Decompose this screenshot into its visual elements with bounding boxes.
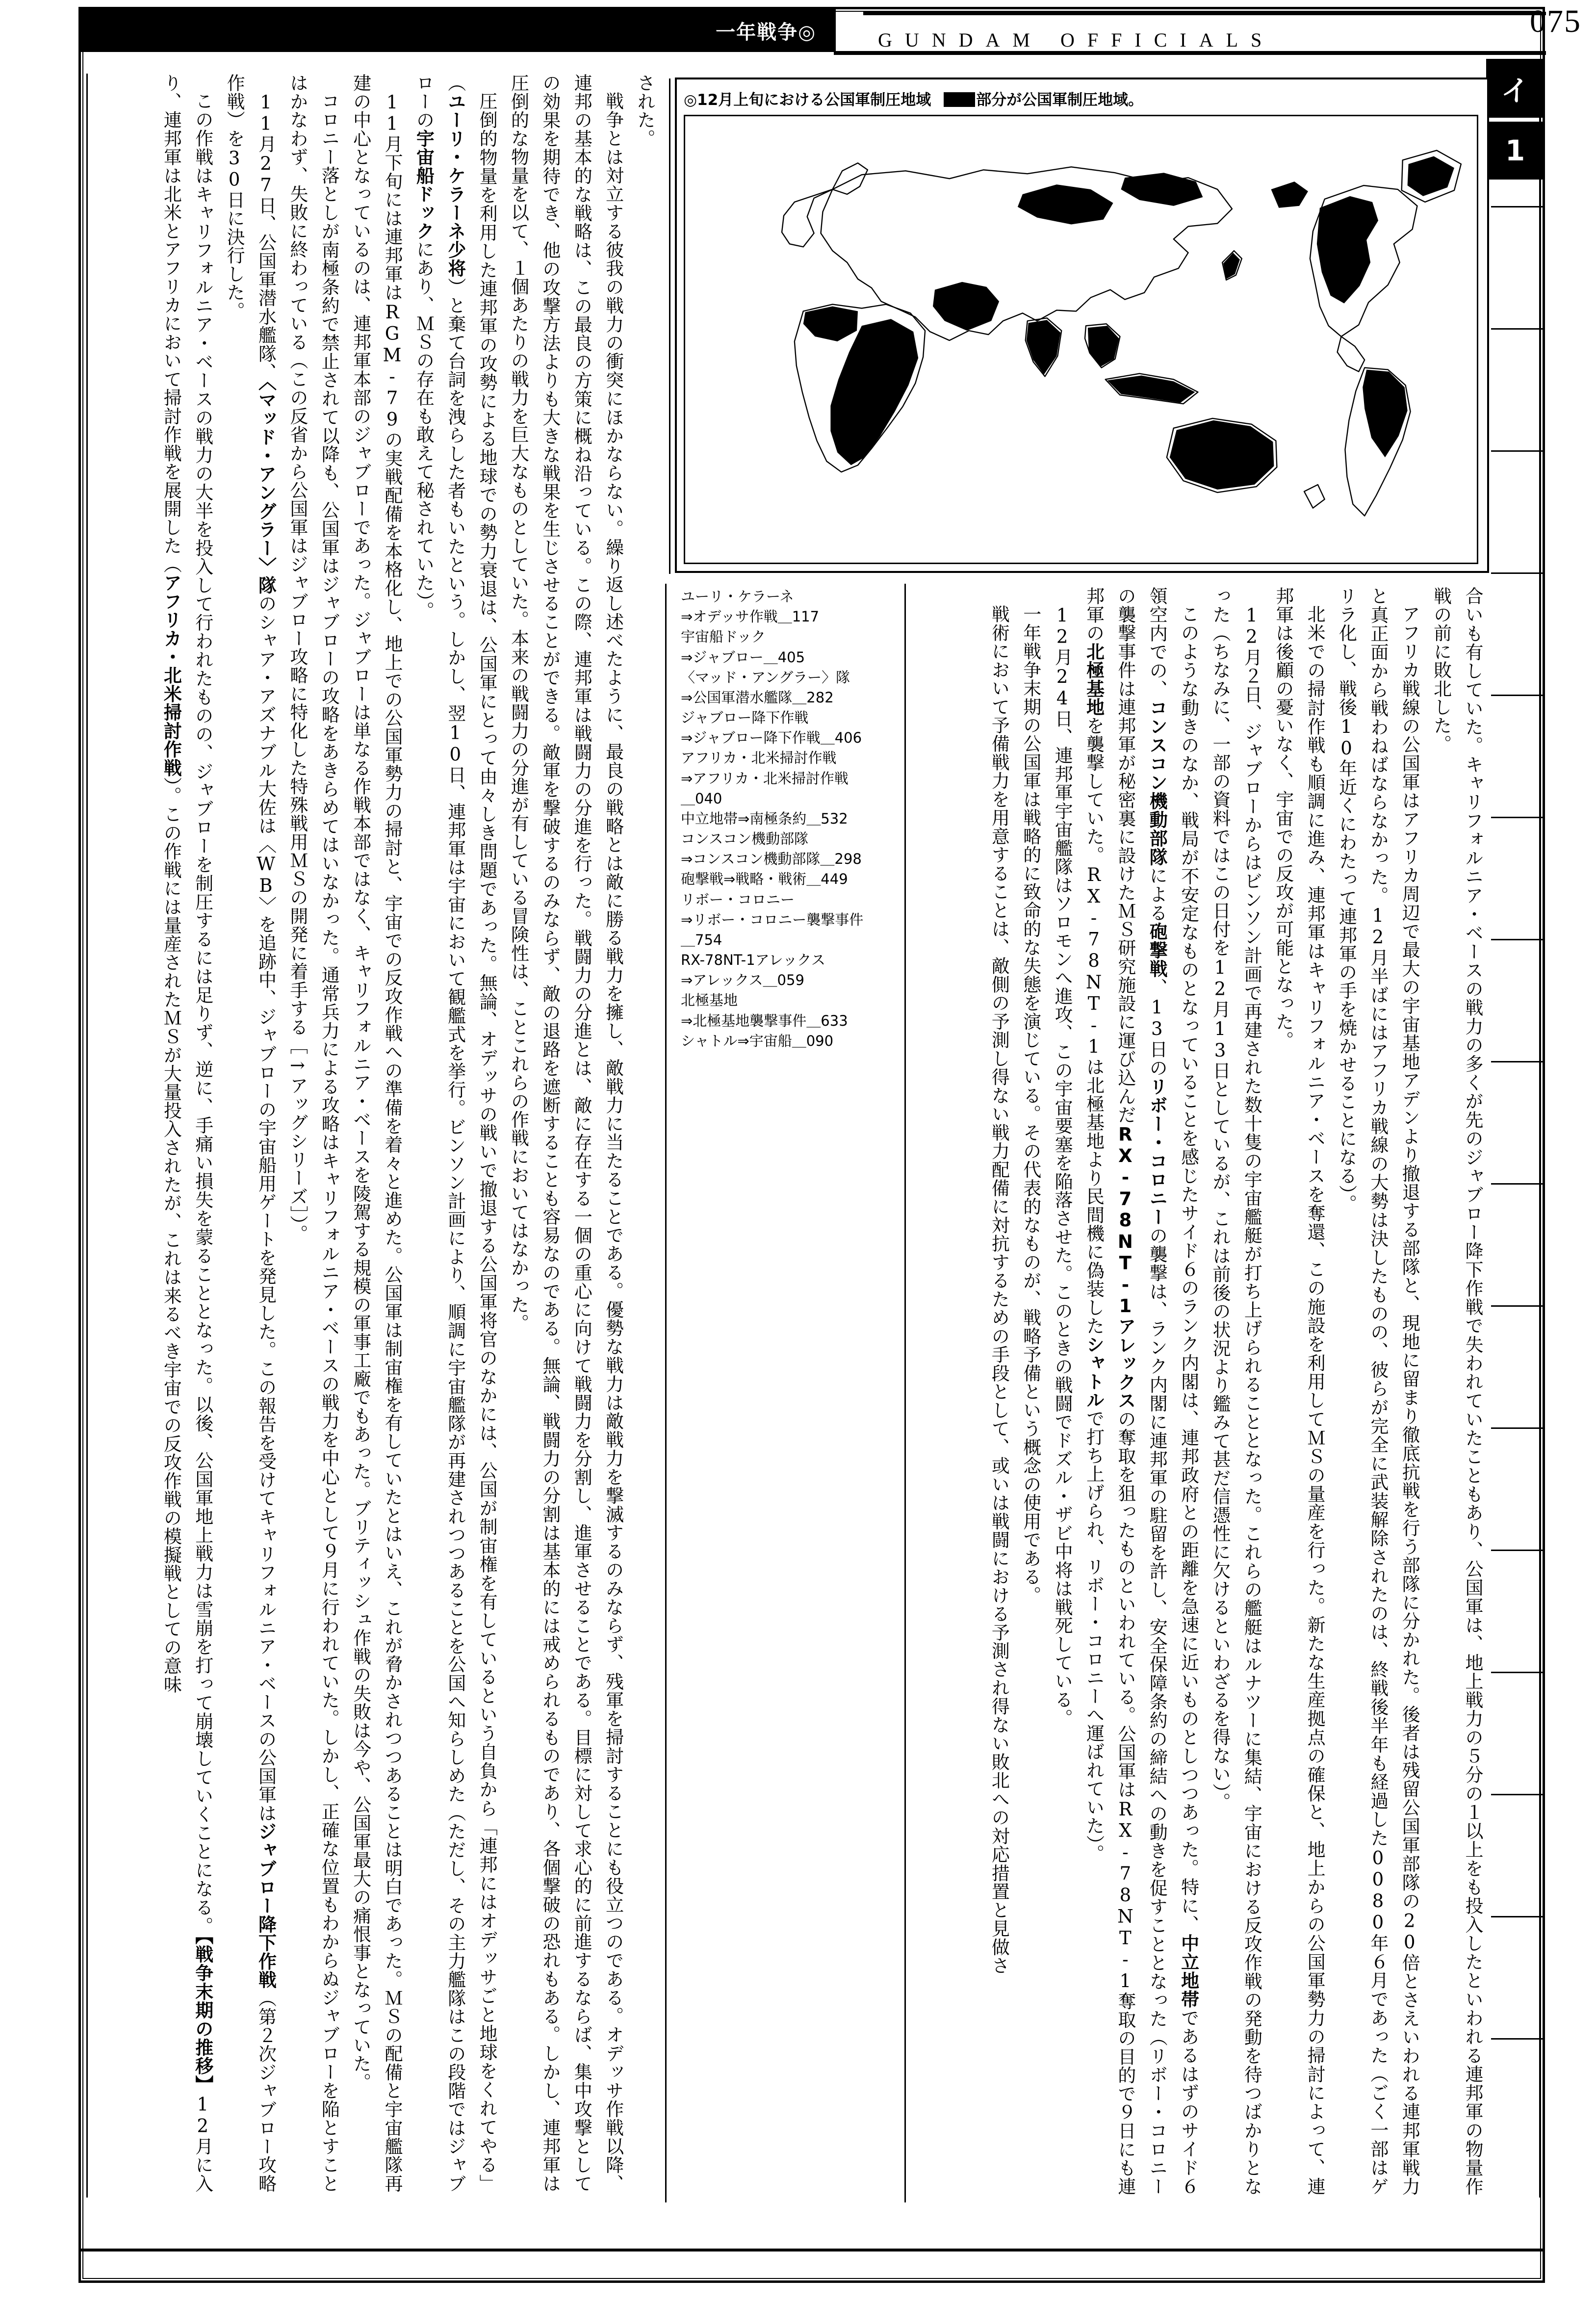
body-text-right-column bbox=[924, 587, 1488, 2196]
emphasised-term: 砲撃戦 bbox=[1146, 922, 1168, 979]
index-entry[interactable]: シャトル⇒宇宙船＿090 bbox=[681, 1032, 834, 1049]
emphasised-term: 宇宙船ドック bbox=[413, 129, 435, 240]
body-text-run: の奪取を狙ったものといわれている。公国軍はRX-78NT-1奪取の目的で９日にも連邦軍の bbox=[1083, 587, 1136, 2196]
emphasised-term: RX-78NT-1アレックス bbox=[1114, 1124, 1136, 1410]
body-paragraph: 戦術において予備戦力を用意することは、敵側の予測し得ない戦力配備に対抗するための手段として、或いは戦闘における予測され得ない敗北への対応措置と見做さ bbox=[988, 605, 1010, 1975]
body-text-run: 12月に入り、連邦軍は北米とアフリカにおいて掃討作戦を展開した（ bbox=[160, 74, 213, 2193]
page-number: 075 bbox=[1530, 3, 1581, 39]
map-legend-note: 部分が公国軍制圧地域。 bbox=[976, 91, 1144, 109]
index-entry[interactable]: ユーリ・ケラーネ bbox=[681, 588, 794, 605]
emphasised-term: 北極基地 bbox=[1083, 642, 1105, 717]
emphasised-term: ジャブロー降下作戦 bbox=[255, 1822, 277, 1989]
index-column-left-rule bbox=[665, 584, 667, 2202]
body-text-run: 、13日の bbox=[1146, 978, 1168, 1077]
body-paragraph: コロニー落としが南極条約で禁止されて以降も、公国軍はジャブローの攻略をあきらめてはいなかった。通常兵力による攻略はキャリフォルニア・ベースの戦力を中心として９月に行われていた。しかし、正確な位置もわからぬジャブローを陥とすことはかなわず、失敗に終わっている（この反省から公国軍はジャブロー攻略に特化した特殊戦用ＭＳの開発に着手する［→アッグシリーズ］）。 bbox=[286, 74, 340, 2193]
body-text-run: 11月27日、公国軍潜水艦隊、 bbox=[255, 92, 277, 382]
index-entry[interactable]: ⇒リボー・コロニー襲撃事件 bbox=[681, 911, 864, 928]
body-paragraph: 12月２日、ジャブローからはビンソン計画で再建された数十隻の宇宙艦艇が打ち上げられることとなった。これらの艦艇はルナツーに集結、宇宙における反攻作戦の発動を待つばかりとなった（ちなみに、一部の資料ではこの日付を12月13日としているが、これは前後の状況より鑑みて甚だ信憑性に欠けるといわざるを得ない）。 bbox=[1210, 587, 1262, 2196]
index-entry[interactable]: ⇒ジャブロー＿405 bbox=[681, 648, 805, 666]
body-paragraph: 戦争とは対立する彼我の戦力の衝突にほかならない。繰り返し述べたように、最良の戦略とは敵に勝る戦力を擁し、敵戦力に当たることである。優勢な戦力は敵戦力を撃滅するのみならず、残軍を掃討することにも役立つのである。オデッサ作戦以降、連邦の基本的な戦略は、この最良の方策に概ね沿っている。この際、連邦軍は戦闘力の分進を行った。戦闘力の分進とは、敵に存在する一個の重心に向けて戦闘力を分割し、進軍させることである。目標に対して求心的に前進するならば、集中攻撃としての効果を期待でき、他の攻撃方法よりも大きな戦果を生じさせることができる。敵軍を撃破するのみならず、敵の退路を遮断することも容易なのである。無論、戦闘力の分割は基本的には戒められるものであり、各個撃破の恐れもある。しかし、連邦軍は圧倒的な物量を以て、１個あたりの戦力を巨大なものとしていた。本来の戦闘力の分進が有している冒険性は、ことこれらの作戦においてはなかった。 bbox=[508, 74, 624, 2193]
index-entry[interactable]: ⇒オデッサ作戦＿117 bbox=[681, 608, 820, 625]
section-tab-secondary[interactable]: 1 bbox=[1486, 122, 1544, 180]
map-caption bbox=[684, 87, 1143, 109]
body-paragraph: された。 bbox=[634, 74, 655, 148]
body-text-run: による bbox=[1146, 866, 1168, 923]
index-entry[interactable]: 砲撃戦⇒戦略・戦術＿449 bbox=[681, 871, 848, 888]
body-paragraph bbox=[155, 74, 218, 2193]
index-entry[interactable]: 北極基地 bbox=[681, 992, 738, 1009]
left-column-rule bbox=[86, 74, 88, 2198]
section-tab-strip bbox=[1486, 59, 1545, 2266]
body-paragraph bbox=[408, 74, 502, 2193]
brand-title: GUNDAM OFFICIALS bbox=[878, 29, 1275, 51]
index-entry[interactable]: 宇宙船ドック bbox=[681, 628, 766, 646]
emphasised-term: アフリカ・北米掃討作戦 bbox=[160, 573, 182, 777]
index-column-right-rule bbox=[904, 584, 906, 2202]
index-entry[interactable]: ＿040 bbox=[681, 790, 722, 807]
body-paragraph bbox=[1078, 587, 1204, 2196]
index-entry[interactable]: コンスコン機動部隊 bbox=[681, 830, 809, 848]
index-entry[interactable]: アフリカ・北米掃討作戦 bbox=[681, 750, 837, 767]
header-bottom-rule bbox=[834, 51, 1546, 55]
running-title: 一年戦争◎ bbox=[716, 21, 816, 44]
emphasised-term: 中立地帯 bbox=[1178, 1934, 1199, 2009]
index-entry[interactable]: ⇒アレックス＿059 bbox=[681, 972, 804, 989]
body-text-run: ）。この作戦には量産されたＭＳが大量投入されたが、これは来るべき宇宙での反攻作戦の模擬戦としての意味 bbox=[160, 777, 182, 1694]
index-entry[interactable]: RX-78NT-1アレックス bbox=[681, 952, 825, 969]
body-text-run: ）と棄て台詞を洩らした者もいたという。しかし、翌10日、連邦軍は宇宙において観艦式を挙行。ビンソン計画により、順調に宇宙艦隊が再建されつつあることを公国へ知らしめた（ただし、その主力艦隊はこの段階ではジャブローの bbox=[413, 74, 466, 2193]
figure-left-rule bbox=[669, 78, 670, 574]
index-entry[interactable]: リボー・コロニー bbox=[681, 891, 795, 908]
body-paragraph: 12月24日、連邦軍宇宙艦隊はソロモンへ進攻、この宇宙要塞を陥落させた。このときの戦闘でドズル・ザビ中将は戦死している。 bbox=[1052, 605, 1073, 1728]
body-text-run: であるはずのサイド６領空内での、 bbox=[1146, 587, 1199, 2196]
cross-reference-index bbox=[681, 587, 892, 1170]
index-entry[interactable]: ⇒公国軍潜水艦隊＿282 bbox=[681, 689, 834, 706]
body-text-run: この作戦はキャリフォルニア・ベースの戦力の大半を投入して行われたものの、ジャブローを制圧するには足りず、逆に、手痛い損失を蒙ることとなった。以後、公国軍地上戦力は雪崩を打って崩壊していくことになる。 bbox=[192, 92, 213, 1936]
body-text-run: で打ち上げられ、リボー・コロニーへ運ばれていた）。 bbox=[1083, 1409, 1105, 1863]
body-text-run: 圧倒的物量を利用した連邦軍の攻勢による地球での勢力衰退は、公国軍にとって由々しき問題であった。無論、オデッサの戦いで撤退する公国軍将官のなかには、公国が制宙権を有しているという自負から「連邦にはオデッサごと地球をくれてやる」（ bbox=[444, 74, 498, 2193]
body-paragraph: 北米での掃討作戦も順調に進み、連邦軍はキャリフォルニア・ベースを奪還、この施設を利用してＭＳの量産を行った。新たな生産拠点の確保と、地上からの公国軍勢力の掃討によって、連邦軍は後顧の憂いなく、宇宙での反攻が可能となった。 bbox=[1272, 587, 1326, 2196]
tab-tick-marks bbox=[1491, 206, 1544, 2160]
running-header-bar bbox=[80, 9, 836, 52]
index-entry[interactable]: ⇒ジャブロー降下作戦＿406 bbox=[681, 729, 862, 747]
emphasised-term: リボー・コロニー bbox=[1146, 1077, 1168, 1226]
world-map bbox=[684, 115, 1478, 564]
body-text-run: を襲撃していた。RX-78NT-1は北極基地より民間機に偽装した bbox=[1083, 716, 1105, 1335]
body-paragraph bbox=[218, 74, 282, 2193]
body-text-run: にあり、ＭＳの存在も敢えて秘されていた）。 bbox=[413, 240, 435, 620]
index-entry[interactable]: ⇒アフリカ・北米掃討作戦 bbox=[681, 770, 849, 787]
body-text-run: のシャア・アズナブル大佐は〈WB〉を追跡中、ジャブローの宇宙船用ゲートを発見した。この報告を受けてキャリフォルニア・ベースの公国軍は bbox=[255, 594, 277, 1823]
index-entry[interactable]: 中立地帯⇒南極条約＿532 bbox=[681, 810, 848, 827]
index-entry[interactable]: ⇒コンスコン機動部隊＿298 bbox=[681, 851, 862, 868]
map-figure bbox=[675, 78, 1489, 573]
world-map-svg bbox=[685, 116, 1477, 563]
body-paragraph: アフリカ戦線の公国軍はアフリカ周辺で最大の宇宙基地アデンより撤退する部隊と、現地に留まり徹底抗戦を行う部隊に分かれた。後者は残留公国軍部隊の20倍とさえいわれる連邦軍戦力と真正面から戦わねばならなかった。12月半ばにはアフリカ戦線の大勢は決したものの、彼らが完全に武装解除されたのは、終戦後半年も経過した0080年６月であった（ごく一部はゲリラ化し、戦後10年近くにわたって連邦軍の手を焼かせることになる）。 bbox=[1336, 587, 1420, 2196]
footer-rule bbox=[80, 2249, 1545, 2251]
body-text-run: このような動きのなか、戦局が不安定なものとなっていることを感じたサイド６のランク内閣は、連邦政府との距離を急速に近いものとしつつあった。特に、 bbox=[1178, 605, 1199, 1934]
index-entry[interactable]: ⇒北極基地襲撃事件＿633 bbox=[681, 1012, 848, 1029]
index-entry[interactable]: ＿754 bbox=[681, 931, 722, 948]
emphasised-term: シャトル bbox=[1083, 1335, 1105, 1409]
emphasised-term: ユーリ・ケラーネ少将 bbox=[444, 92, 466, 278]
body-paragraph: 一年戦争末期の公国軍は戦略的に致命的な失態を演じている。その代表的なものが、戦略予備という概念の使用である。 bbox=[1020, 605, 1041, 1604]
body-text-left-column bbox=[96, 74, 660, 2193]
emphasised-term: 【戦争末期の推移】 bbox=[192, 1935, 213, 2094]
section-tab-primary[interactable]: イ bbox=[1486, 59, 1544, 118]
index-entry[interactable]: ジャブロー降下作戦 bbox=[681, 709, 809, 726]
body-paragraph: 11月下旬には連邦軍はRGM-79の実戦配備を本格化し、地上での公国軍勢力の掃討と、宇宙での反攻作戦への準備を着々と進めた。公国軍は制宙権を有していたとはいえ、これが脅かされつつあることは明白であった。ＭＳの配備と宇宙艦隊再建の中心となっているのは、連邦軍本部のジャブローであった。ジャブローは単なる作戦本部ではなく、キャリフォルニア・ベースを陵駕する規模の軍事工廠でもあった。ブリティッシュ作戦の失敗は今や、公国軍最大の痛恨事となっていた。 bbox=[350, 74, 403, 2193]
map-caption-text: ◎12月上旬における公国軍制圧地域 bbox=[684, 91, 931, 109]
emphasised-term: コンスコン機動部隊 bbox=[1146, 699, 1168, 867]
body-text-run: （第２次ジャブロー攻略作戦）を30日に決行した。 bbox=[224, 74, 277, 2193]
body-paragraph: 合いも有していた。キャリフォルニア・ベースの戦力の多くが先のジャブロー降下作戦で失われていたこともあり、公国軍は、地上戦力の５分の１以上をも投入したといわれる連邦軍の物量作戦の前に敗北した。 bbox=[1430, 587, 1483, 2196]
legend-swatch-icon bbox=[944, 92, 975, 107]
index-entry[interactable]: 〈マッド・アングラー〉隊 bbox=[681, 669, 850, 686]
emphasised-term: 〈マッド・アングラー〉隊 bbox=[255, 381, 277, 595]
header-top-rule bbox=[863, 12, 1546, 15]
body-text-run: の襲撃は、ランク内閣に連邦軍の駐留を許し、安全保障条約の締結への動きを促すこととなった（リボー・コロニーの襲撃事件は連邦軍が秘密裏に設けたＭＳ研究施設に運び込んだ bbox=[1114, 587, 1168, 2196]
